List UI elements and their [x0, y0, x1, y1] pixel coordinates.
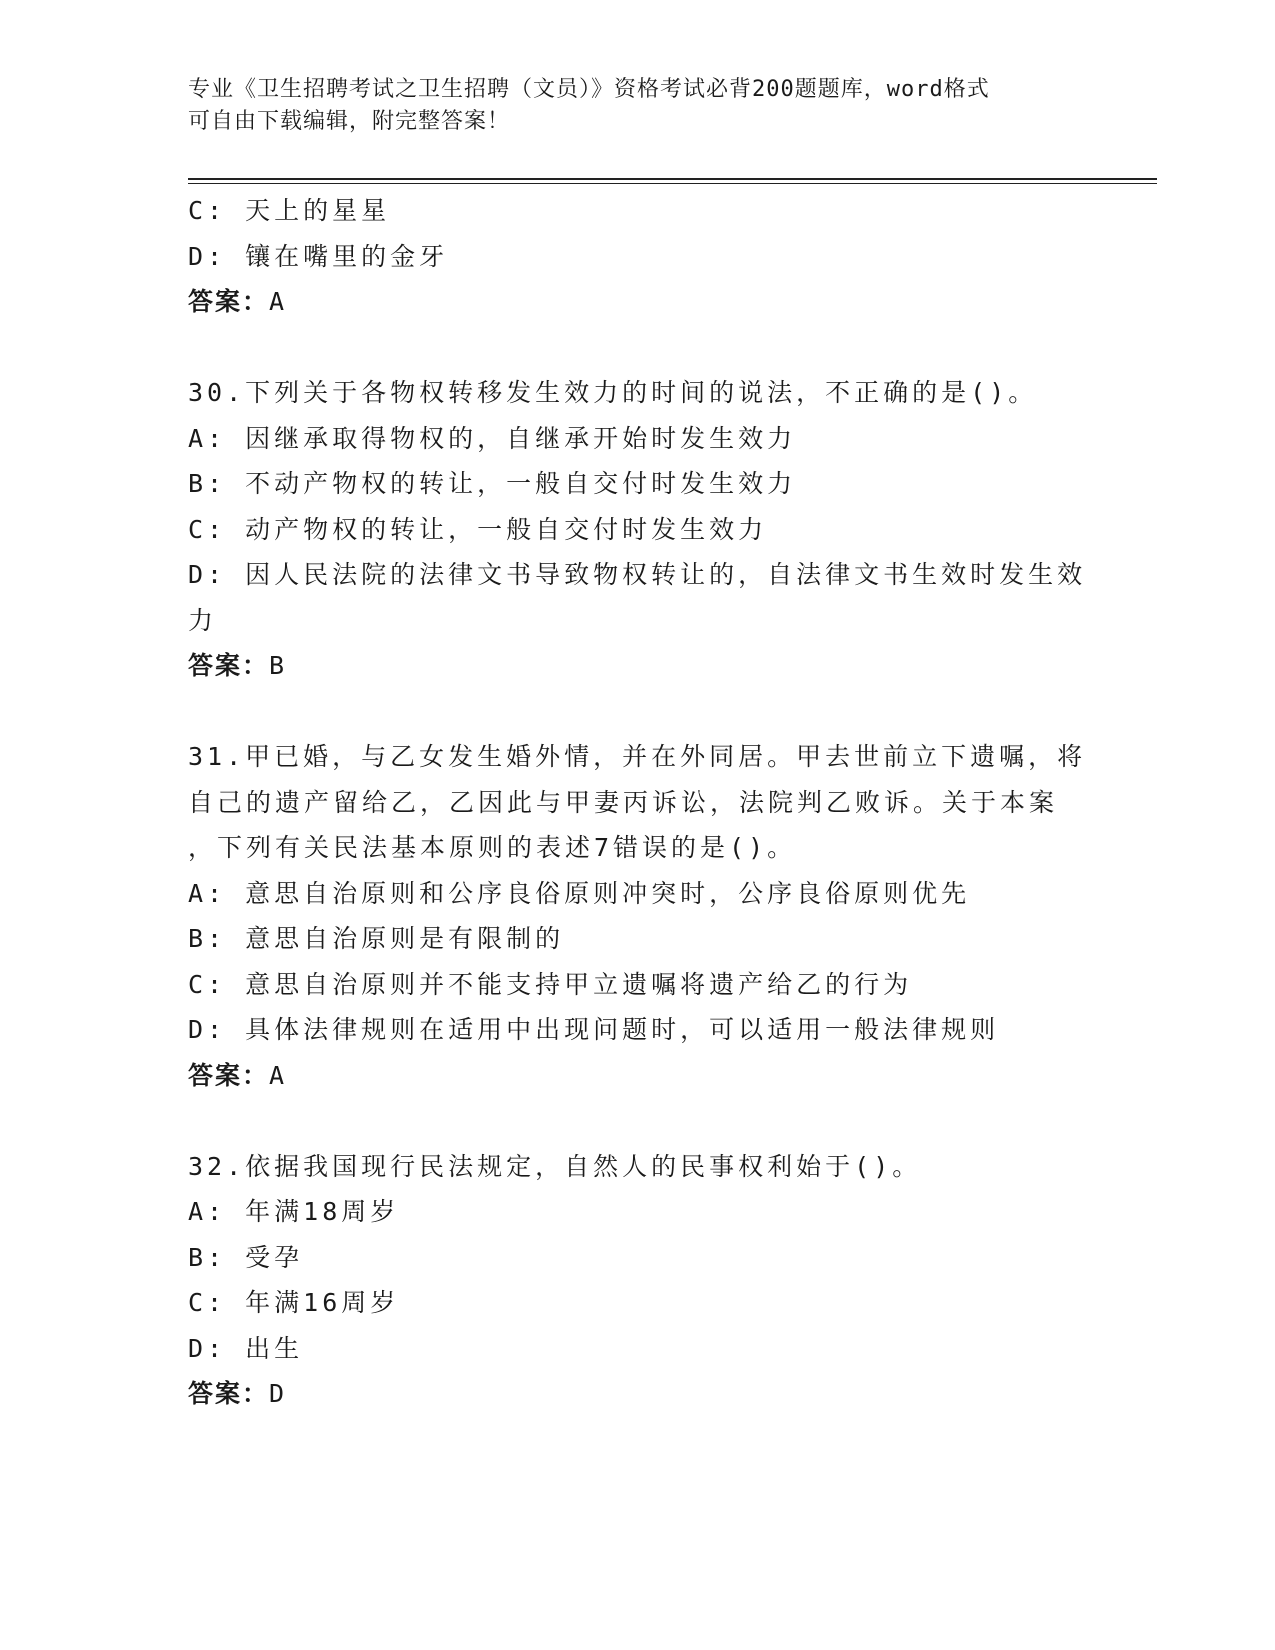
q30-option-b: B: 不动产物权的转让，一般自交付时发生效力 — [188, 469, 797, 498]
q31-question-line1: 31.甲已婚，与乙女发生婚外情，并在外同居。甲去世前立下遗嘱，将 — [188, 742, 1087, 771]
answer-label: 答案： — [188, 651, 270, 680]
header-title-line2: 可自由下载编辑，附完整答案！ — [188, 109, 511, 134]
q32-option-c: C: 年满16周岁 — [188, 1288, 400, 1317]
question-list — [188, 188, 1088, 1417]
q30-question: 30.下列关于各物权转移发生效力的时间的说法，不正确的是()。 — [188, 378, 1038, 407]
answer-value: A — [269, 287, 286, 316]
q32-option-a: A: 年满18周岁 — [188, 1197, 400, 1226]
answer-value: B — [269, 651, 286, 680]
q30-answer — [188, 643, 1088, 689]
spacer — [188, 689, 1088, 735]
spacer — [188, 325, 1088, 371]
q29-answer — [188, 279, 1088, 325]
q32-answer — [188, 1371, 1088, 1417]
spacer — [188, 1098, 1088, 1144]
answer-label: 答案： — [188, 1379, 270, 1408]
q31-option-a: A: 意思自治原则和公序良俗原则冲突时，公序良俗原则优先 — [188, 878, 971, 908]
header-divider-thin — [188, 183, 1157, 184]
q32-option-d: D: 出生 — [188, 1333, 304, 1363]
answer-label: 答案： — [188, 287, 270, 316]
q31-option-d: D: 具体法律规则在适用中出现问题时，可以适用一般法律规则 — [188, 1015, 1000, 1044]
header-divider-thick — [188, 178, 1157, 180]
question-29 — [188, 188, 1088, 325]
q30-option-c: C: 动产物权的转让，一般自交付时发生效力 — [188, 514, 768, 544]
q29-option-c: C: 天上的星星 — [188, 196, 391, 225]
q29-option-d: D: 镶在嘴里的金牙 — [188, 241, 449, 271]
q32-question: 32.依据我国现行民法规定，自然人的民事权利始于()。 — [188, 1151, 922, 1181]
q31-question-line2: 自己的遗产留给乙，乙因此与甲妻丙诉讼，法院判乙败诉。关于本案 — [188, 787, 1059, 817]
answer-value: A — [269, 1060, 286, 1090]
q30-option-a: A: 因继承取得物权的，自继承开始时发生效力 — [188, 423, 797, 453]
q31-question-line3: ，下列有关民法基本原则的表述7错误的是()。 — [188, 833, 797, 862]
answer-label: 答案： — [188, 1060, 270, 1090]
q32-option-b: B: 受孕 — [188, 1242, 304, 1272]
q31-option-b: B: 意思自治原则是有限制的 — [188, 924, 565, 953]
question-30 — [188, 370, 1088, 689]
question-32 — [188, 1144, 1088, 1417]
question-31 — [188, 734, 1088, 1098]
header-title-line1: 专业《卫生招聘考试之卫生招聘（文员）》资格考试必背200题题库，word格式 — [188, 77, 990, 102]
q30-option-d-line2: 力 — [188, 605, 218, 635]
q31-answer — [188, 1053, 1088, 1099]
q31-option-c: C: 意思自治原则并不能支持甲立遗嘱将遗产给乙的行为 — [188, 969, 913, 999]
q30-option-d-line1: D: 因人民法院的法律文书导致物权转让的，自法律文书生效时发生效 — [188, 560, 1087, 589]
document-header — [188, 74, 1088, 138]
answer-value: D — [269, 1379, 286, 1408]
